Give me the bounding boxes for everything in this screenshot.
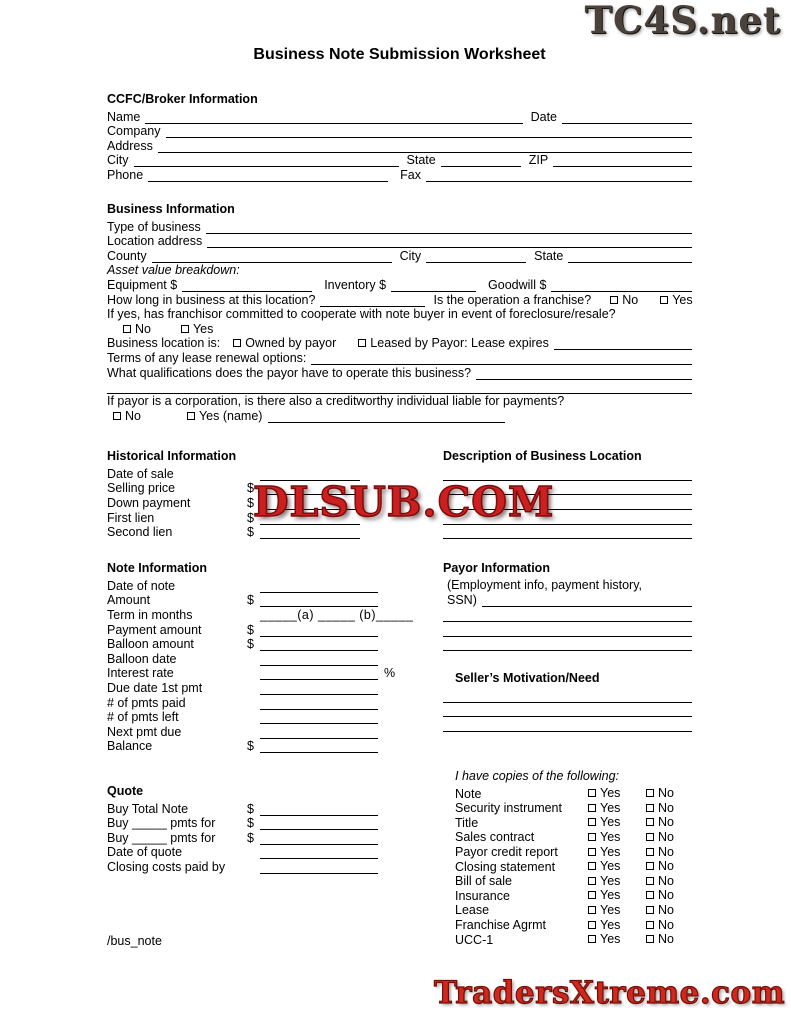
yes-name-label: Yes (name) <box>198 409 263 424</box>
no-group <box>646 802 692 814</box>
franchisor-yes-group <box>181 323 213 335</box>
currency-prefix: $ <box>247 525 254 540</box>
note-column <box>107 561 443 753</box>
copies-item-label: Title <box>455 815 479 830</box>
copies-item-label: Sales contract <box>455 830 535 845</box>
business-heading: Business Information <box>107 201 235 216</box>
location-address-label: Location address <box>107 234 203 249</box>
currency-prefix: $ <box>247 637 254 652</box>
currency-prefix: $ <box>247 622 254 637</box>
field-line[interactable] <box>260 683 378 695</box>
copies-row <box>455 918 692 933</box>
asset-values-row <box>107 277 692 292</box>
leased-group <box>358 337 549 349</box>
field-line[interactable] <box>260 527 360 539</box>
currency-prefix: $ <box>247 593 254 608</box>
no-checkbox[interactable] <box>646 921 654 929</box>
no-label: No <box>658 932 674 947</box>
no-label: No <box>622 292 639 307</box>
currency-prefix: $ <box>247 510 254 525</box>
copies-row <box>455 932 692 947</box>
yes-label: Yes <box>600 859 621 874</box>
field-label: Date of quote <box>107 845 183 860</box>
currency-prefix: $ <box>247 830 254 845</box>
percent-suffix: % <box>384 666 396 681</box>
no-checkbox[interactable] <box>646 833 654 841</box>
note-row <box>107 651 443 666</box>
broker-address-row <box>107 138 692 153</box>
yes-checkbox[interactable] <box>588 935 596 943</box>
note-row <box>107 724 443 739</box>
currency-prefix: $ <box>247 801 254 816</box>
yes-group <box>588 933 646 945</box>
field-line[interactable] <box>260 847 378 859</box>
payor-info-line[interactable] <box>443 607 692 622</box>
tc4s-logo: TC4S.net <box>584 0 781 42</box>
no-label: No <box>658 888 674 903</box>
no-label: No <box>658 917 674 932</box>
broker-city-row <box>107 153 692 168</box>
state-label: State <box>406 153 436 168</box>
yes-checkbox[interactable] <box>588 862 596 870</box>
yes-group <box>588 787 646 799</box>
qualifications-line[interactable] <box>476 368 692 380</box>
no-label: No <box>658 829 674 844</box>
company-line[interactable] <box>166 126 693 138</box>
quote-row <box>107 845 443 860</box>
yes-checkbox[interactable] <box>588 906 596 914</box>
yes-group <box>588 889 646 901</box>
field-label: Balance <box>107 739 153 754</box>
no-group <box>646 860 692 872</box>
yes-label: Yes <box>600 902 621 917</box>
currency-prefix: $ <box>247 739 254 754</box>
no-label: No <box>658 844 674 859</box>
field-line[interactable] <box>260 712 378 724</box>
copies-heading: I have copies of the following: <box>455 769 619 784</box>
description-line[interactable] <box>443 525 692 540</box>
no-label: No <box>125 409 141 424</box>
no-group <box>646 846 692 858</box>
copies-item-label: Lease <box>455 903 490 918</box>
no-label: No <box>658 873 674 888</box>
note-term-row <box>107 607 443 622</box>
field-label: Next pmt due <box>107 724 182 739</box>
field-label: Selling price <box>107 481 176 496</box>
quote-row <box>107 816 443 831</box>
field-label: Closing costs paid by <box>107 859 226 874</box>
yes-checkbox[interactable] <box>588 891 596 899</box>
seller-motivation-line[interactable] <box>443 688 692 703</box>
how-long-line[interactable] <box>320 295 425 307</box>
address-label: Address <box>107 138 153 153</box>
quote-row <box>107 801 443 816</box>
yes-label: Yes <box>600 800 621 815</box>
state-line[interactable] <box>441 155 521 167</box>
field-line[interactable] <box>260 639 378 651</box>
seller-motivation-line[interactable] <box>443 717 692 732</box>
no-label: No <box>658 902 674 917</box>
copies-row <box>455 903 692 918</box>
field-label: Balloon amount <box>107 637 194 652</box>
ssn-line[interactable] <box>482 595 692 607</box>
yes-checkbox[interactable] <box>588 848 596 856</box>
no-label: No <box>135 321 151 336</box>
yes-checkbox[interactable] <box>588 921 596 929</box>
franchise-no-checkbox[interactable] <box>610 296 618 304</box>
historical-row <box>107 525 443 540</box>
note-row <box>107 637 443 652</box>
no-label: No <box>658 786 674 801</box>
company-label: Company <box>107 124 161 139</box>
inventory-label: Inventory $ <box>324 277 387 292</box>
yes-label: Yes <box>600 786 621 801</box>
field-line[interactable] <box>260 668 378 680</box>
yes-label: Yes <box>600 917 621 932</box>
franchisor-yes-checkbox[interactable] <box>181 325 189 333</box>
yes-checkbox[interactable] <box>588 833 596 841</box>
no-group <box>646 904 692 916</box>
dlsub-watermark: DLSUB.COM <box>253 478 555 526</box>
copies-item-label: Bill of sale <box>455 874 512 889</box>
copies-row <box>455 859 692 874</box>
yes-label: Yes <box>192 321 214 336</box>
county-city-state-row <box>107 248 692 263</box>
no-label: No <box>658 859 674 874</box>
payor-note-line1: (Employment info, payment history, <box>447 578 642 593</box>
no-checkbox[interactable] <box>646 804 654 812</box>
phone-label: Phone <box>107 167 144 182</box>
fax-label: Fax <box>400 167 421 182</box>
currency-prefix: $ <box>247 481 254 496</box>
seller-motivation-heading: Seller’s Motivation/Need <box>455 671 600 686</box>
field-line[interactable] <box>260 654 378 666</box>
location-address-line[interactable] <box>207 236 692 248</box>
currency-prefix: $ <box>247 496 254 511</box>
broker-phone-row <box>107 167 692 182</box>
copies-row <box>455 845 692 860</box>
business-location-row <box>107 336 692 351</box>
copies-row <box>455 816 692 831</box>
yes-checkbox[interactable] <box>588 818 596 826</box>
note-row <box>107 739 443 754</box>
no-label: No <box>658 815 674 830</box>
zip-line[interactable] <box>553 155 692 167</box>
payor-ssn-row <box>443 593 692 608</box>
lease-terms-row <box>107 350 692 365</box>
field-label: Down payment <box>107 496 191 511</box>
field-label: Buy Total Note <box>107 801 189 816</box>
business-type-label: Type of business <box>107 219 201 234</box>
city-line[interactable] <box>134 155 399 167</box>
field-label: # of pmts paid <box>107 695 186 710</box>
franchise-yes-group <box>660 294 692 306</box>
lease-terms-line[interactable] <box>311 353 692 365</box>
historical-heading: Historical Information <box>107 449 237 464</box>
yes-group <box>588 904 646 916</box>
equipment-label: Equipment $ <box>107 277 178 292</box>
franchisor-no-group <box>123 323 151 335</box>
lease-expires-line[interactable] <box>554 338 692 350</box>
payor-column <box>443 561 692 753</box>
corp-no-checkbox[interactable] <box>113 412 121 420</box>
field-label: Date of sale <box>107 466 174 481</box>
seller-motivation-line[interactable] <box>443 703 692 718</box>
name-label: Name <box>107 109 141 124</box>
copies-item-label: Security instrument <box>455 801 562 816</box>
payor-info-line[interactable] <box>443 637 692 652</box>
copies-item-label: Franchise Agrmt <box>455 918 547 933</box>
field-label: Term in months <box>107 608 193 623</box>
yes-checkbox[interactable] <box>588 804 596 812</box>
note-row <box>107 593 443 608</box>
no-group <box>646 919 692 931</box>
copies-row <box>455 786 692 801</box>
field-line[interactable] <box>260 741 378 753</box>
field-label: Buy _____ pmts for <box>107 830 216 845</box>
how-long-franchise-row <box>107 292 692 307</box>
city-label: City <box>107 153 129 168</box>
field-line[interactable] <box>260 833 378 845</box>
phone-line[interactable] <box>148 170 388 182</box>
quote-copies-section <box>107 769 692 947</box>
payor-heading: Payor Information <box>443 561 550 576</box>
goodwill-line[interactable] <box>551 280 692 292</box>
note-row <box>107 695 443 710</box>
copies-row <box>455 830 692 845</box>
owned-label: Owned by payor <box>245 336 337 351</box>
county-line[interactable] <box>152 251 392 263</box>
copies-item-label: Insurance <box>455 888 510 903</box>
franchisor-no-checkbox[interactable] <box>123 325 131 333</box>
quote-row <box>107 830 443 845</box>
yes-group <box>588 846 646 858</box>
copies-checklist <box>443 769 692 947</box>
ssn-label: SSN) <box>447 593 477 608</box>
qualifications-row <box>107 365 692 380</box>
field-line[interactable] <box>260 862 378 874</box>
page-title: Business Note Submission Worksheet <box>253 46 546 63</box>
corp-yes-checkbox[interactable] <box>187 412 195 420</box>
broker-heading: CCFC/Broker Information <box>107 92 258 106</box>
business-city-line[interactable] <box>426 251 526 263</box>
business-type-row <box>107 219 692 234</box>
copies-item-label: Note <box>455 786 482 801</box>
yes-group <box>588 816 646 828</box>
qualifications-label: What qualifications does the payor have to operate this business? <box>107 365 472 380</box>
name-line[interactable] <box>145 112 522 124</box>
no-group <box>646 889 692 901</box>
field-label: Payment amount <box>107 622 202 637</box>
no-group <box>646 831 692 843</box>
business-type-line[interactable] <box>206 222 692 234</box>
date-label: Date <box>530 109 557 124</box>
note-row <box>107 680 443 695</box>
franchisor-answer-row <box>107 321 692 336</box>
quote-row <box>107 859 443 874</box>
quote-column <box>107 769 443 947</box>
yes-checkbox[interactable] <box>588 877 596 885</box>
copies-row <box>455 889 692 904</box>
franchise-question-label: Is the operation a franchise? <box>433 292 592 307</box>
field-label: Balloon date <box>107 651 177 666</box>
field-label: # of pmts left <box>107 710 179 725</box>
field-line[interactable] <box>260 818 378 830</box>
equipment-line[interactable] <box>182 280 312 292</box>
franchise-no-group <box>610 294 638 306</box>
goodwill-label: Goodwill $ <box>488 277 547 292</box>
yes-label: Yes <box>600 844 621 859</box>
business-state-label: State <box>534 248 564 263</box>
owned-checkbox[interactable] <box>233 339 241 347</box>
no-group <box>646 875 692 887</box>
field-label: Amount <box>107 593 151 608</box>
qualifications-continuation-row <box>107 380 692 395</box>
franchise-yes-checkbox[interactable] <box>660 296 668 304</box>
field-label: Due date 1st pmt <box>107 681 203 695</box>
note-row <box>107 710 443 725</box>
asset-breakdown-label: Asset value breakdown: <box>107 262 240 277</box>
yes-group <box>588 802 646 814</box>
yes-label: Yes <box>600 888 621 903</box>
note-payor-section <box>107 561 692 753</box>
field-line[interactable] <box>260 625 378 637</box>
qualifications-continuation-line[interactable] <box>107 382 692 394</box>
yes-label: Yes <box>600 873 621 888</box>
note-interest-row <box>107 666 443 681</box>
field-label: Date of note <box>107 578 176 593</box>
no-checkbox[interactable] <box>646 789 654 797</box>
currency-prefix: $ <box>247 816 254 831</box>
yes-group <box>588 919 646 931</box>
footer-code: /bus_note <box>107 934 162 948</box>
leased-checkbox[interactable] <box>358 339 366 347</box>
field-line[interactable] <box>260 727 378 739</box>
yes-checkbox[interactable] <box>588 789 596 797</box>
corporation-answer-row <box>107 409 692 424</box>
yes-group <box>588 860 646 872</box>
franchisor-question: If yes, has franchisor committed to cooperate with note buyer in event of foreclosure/resale? <box>107 306 616 321</box>
broker-name-row <box>107 109 692 124</box>
no-checkbox[interactable] <box>646 906 654 914</box>
note-heading: Note Information <box>107 561 207 576</box>
yes-label: Yes <box>600 829 621 844</box>
broker-section <box>107 92 692 182</box>
description-heading: Description of Business Location <box>443 449 642 464</box>
field-label: Second lien <box>107 525 173 540</box>
yes-label: Yes <box>672 292 693 307</box>
no-group <box>646 787 692 799</box>
no-checkbox[interactable] <box>646 935 654 943</box>
note-row <box>107 578 443 593</box>
copies-item-label: Closing statement <box>455 859 556 874</box>
leased-label: Leased by Payor: Lease expires <box>370 336 549 351</box>
copies-item-label: Payor credit report <box>455 845 558 860</box>
yes-group <box>588 831 646 843</box>
business-state-line[interactable] <box>568 251 692 263</box>
field-label: First lien <box>107 510 155 525</box>
county-label: County <box>107 248 147 263</box>
broker-company-row <box>107 124 692 139</box>
corp-no-group <box>113 410 141 422</box>
owned-group <box>233 337 336 349</box>
payor-info-line[interactable] <box>443 622 692 637</box>
location-address-row <box>107 234 692 249</box>
quote-heading: Quote <box>107 783 144 798</box>
copies-row <box>455 874 692 889</box>
term-blanks[interactable]: _____(a) _____ (b)_____ <box>260 608 414 623</box>
field-line[interactable] <box>260 698 378 710</box>
business-city-label: City <box>399 248 422 263</box>
inventory-line[interactable] <box>391 280 476 292</box>
note-row <box>107 622 443 637</box>
field-line[interactable] <box>260 804 378 816</box>
tradersxtreme-logo: TradersXtreme.com <box>433 975 785 1011</box>
no-label: No <box>658 800 674 815</box>
yes-label: Yes <box>600 815 621 830</box>
copies-row <box>455 801 692 816</box>
zip-label: ZIP <box>528 153 549 168</box>
no-checkbox[interactable] <box>646 891 654 899</box>
copies-item-label: UCC-1 <box>455 932 494 947</box>
date-line[interactable] <box>562 112 692 124</box>
field-line[interactable] <box>260 595 378 607</box>
corp-name-line[interactable] <box>268 411 505 423</box>
fax-line[interactable] <box>426 170 692 182</box>
no-checkbox[interactable] <box>646 862 654 870</box>
how-long-label: How long in business at this location? <box>107 292 316 307</box>
address-line[interactable] <box>158 141 692 153</box>
business-section <box>107 202 692 423</box>
field-label: Buy _____ pmts for <box>107 816 216 831</box>
no-checkbox[interactable] <box>646 877 654 885</box>
no-group <box>646 816 692 828</box>
corporation-question: If payor is a corporation, is there also a creditworthy individual liable for payments? <box>107 394 565 409</box>
no-checkbox[interactable] <box>646 848 654 856</box>
no-group <box>646 933 692 945</box>
lease-terms-label: Terms of any lease renewal options: <box>107 350 307 365</box>
corp-yes-name-group <box>187 410 262 422</box>
location-is-label: Business location is: <box>107 336 221 351</box>
yes-label: Yes <box>600 932 621 947</box>
field-line[interactable] <box>260 581 378 593</box>
field-label: Interest rate <box>107 666 174 681</box>
yes-group <box>588 875 646 887</box>
no-checkbox[interactable] <box>646 818 654 826</box>
